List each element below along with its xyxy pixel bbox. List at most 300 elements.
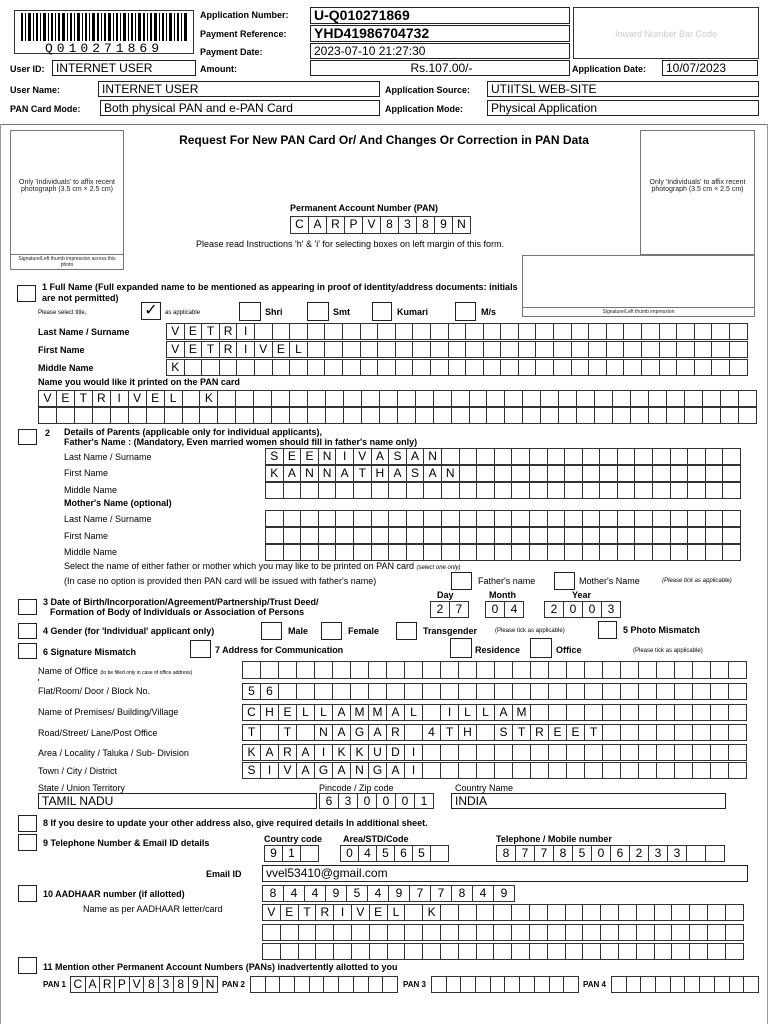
title-kumari-checkbox[interactable]	[372, 302, 392, 321]
char-cell[interactable]: V	[167, 324, 185, 339]
char-cell[interactable]	[572, 342, 590, 357]
char-cell[interactable]	[255, 360, 273, 375]
char-cell[interactable]: A	[333, 763, 351, 778]
char-cell[interactable]: E	[279, 705, 297, 720]
s3-checkbox[interactable]	[18, 599, 37, 615]
char-cell[interactable]	[378, 324, 396, 339]
char-cell[interactable]: S	[243, 763, 261, 778]
char-cell[interactable]	[442, 483, 460, 498]
char-cell[interactable]	[407, 483, 425, 498]
char-cell[interactable]	[657, 725, 675, 740]
char-cell[interactable]	[637, 944, 655, 959]
char-cell[interactable]: N	[442, 466, 460, 481]
char-cell[interactable]: N	[319, 449, 337, 464]
char-cell[interactable]	[354, 528, 372, 543]
char-cell[interactable]	[607, 324, 625, 339]
office-checkbox[interactable]	[530, 638, 552, 658]
char-cell[interactable]	[541, 391, 559, 406]
char-cell[interactable]	[530, 466, 548, 481]
char-cell[interactable]: 9	[435, 217, 453, 233]
char-cell[interactable]: A	[387, 705, 405, 720]
char-cell[interactable]: T	[513, 725, 531, 740]
char-cell[interactable]	[459, 662, 477, 678]
char-cell[interactable]	[513, 763, 531, 778]
s11-checkbox[interactable]	[18, 957, 37, 974]
char-cell[interactable]	[202, 360, 220, 375]
char-cell[interactable]	[635, 449, 653, 464]
char-cell[interactable]	[559, 408, 577, 423]
char-cell[interactable]: H	[459, 725, 477, 740]
char-cell[interactable]	[712, 342, 730, 357]
char-cell[interactable]	[536, 342, 554, 357]
char-cell[interactable]	[459, 684, 477, 699]
char-cell[interactable]	[424, 528, 442, 543]
char-cell[interactable]: 5	[573, 846, 592, 861]
char-cell[interactable]	[460, 511, 478, 526]
char-cell[interactable]	[487, 391, 505, 406]
char-cell[interactable]	[459, 745, 477, 760]
char-cell[interactable]: I	[405, 745, 423, 760]
char-cell[interactable]	[730, 977, 745, 992]
char-cell[interactable]	[672, 925, 690, 940]
char-cell[interactable]	[690, 944, 708, 959]
char-cell[interactable]	[477, 684, 495, 699]
char-cell[interactable]: T	[202, 324, 220, 339]
char-cell[interactable]	[565, 466, 583, 481]
char-cell[interactable]	[261, 725, 279, 740]
char-cell[interactable]	[726, 905, 744, 920]
char-cell[interactable]	[693, 684, 711, 699]
char-cell[interactable]	[405, 905, 423, 920]
char-cell[interactable]	[477, 483, 495, 498]
char-cell[interactable]	[423, 662, 441, 678]
char-cell[interactable]	[675, 725, 693, 740]
char-cell[interactable]	[548, 545, 566, 560]
char-cell[interactable]	[290, 360, 308, 375]
char-cell[interactable]	[671, 977, 686, 992]
char-cell[interactable]	[712, 360, 730, 375]
char-cell[interactable]	[600, 466, 618, 481]
char-cell[interactable]	[431, 360, 449, 375]
char-cell[interactable]	[566, 944, 584, 959]
char-cell[interactable]	[639, 662, 657, 678]
char-cell[interactable]	[549, 745, 567, 760]
char-cell[interactable]	[619, 925, 637, 940]
char-cell[interactable]	[695, 324, 713, 339]
char-cell[interactable]	[512, 545, 530, 560]
char-cell[interactable]	[583, 925, 601, 940]
char-cell[interactable]	[589, 360, 607, 375]
char-cell[interactable]	[607, 360, 625, 375]
char-cell[interactable]	[567, 763, 585, 778]
char-cell[interactable]	[266, 528, 284, 543]
char-cell[interactable]: 2	[545, 602, 564, 617]
char-cell[interactable]: 2	[431, 602, 450, 617]
char-cell[interactable]	[565, 483, 583, 498]
char-cell[interactable]	[712, 324, 730, 339]
char-cell[interactable]	[301, 528, 319, 543]
char-cell[interactable]	[477, 545, 495, 560]
char-cell[interactable]	[254, 391, 272, 406]
char-cell[interactable]: U	[369, 745, 387, 760]
char-cell[interactable]	[460, 449, 478, 464]
char-cell[interactable]	[559, 391, 577, 406]
char-cell[interactable]: L	[165, 391, 183, 406]
char-cell[interactable]	[595, 408, 613, 423]
char-cell[interactable]: N	[351, 763, 369, 778]
char-cell[interactable]	[585, 684, 603, 699]
char-cell[interactable]: L	[477, 705, 495, 720]
char-cell[interactable]	[423, 745, 441, 760]
char-cell[interactable]: G	[315, 763, 333, 778]
char-cell[interactable]	[380, 391, 398, 406]
char-cell[interactable]	[672, 944, 690, 959]
char-cell[interactable]	[452, 408, 470, 423]
char-cell[interactable]	[495, 483, 513, 498]
char-cell[interactable]: V	[363, 217, 381, 233]
char-cell[interactable]	[655, 925, 673, 940]
char-cell[interactable]: 4	[284, 886, 305, 901]
char-cell[interactable]	[585, 745, 603, 760]
char-cell[interactable]	[690, 925, 708, 940]
char-cell[interactable]	[711, 763, 729, 778]
char-cell[interactable]	[383, 977, 398, 992]
char-cell[interactable]: 6	[261, 684, 279, 699]
char-cell[interactable]	[354, 977, 369, 992]
char-cell[interactable]	[541, 408, 559, 423]
char-cell[interactable]: E	[273, 342, 291, 357]
char-cell[interactable]: R	[316, 905, 334, 920]
char-cell[interactable]	[655, 905, 673, 920]
char-cell[interactable]: E	[567, 725, 585, 740]
char-cell[interactable]	[635, 528, 653, 543]
char-cell[interactable]: A	[261, 745, 279, 760]
char-cell[interactable]	[530, 449, 548, 464]
char-cell[interactable]: A	[284, 466, 302, 481]
char-cell[interactable]	[531, 763, 549, 778]
char-cell[interactable]	[657, 705, 675, 720]
char-cell[interactable]	[649, 391, 667, 406]
char-cell[interactable]	[251, 977, 266, 992]
char-cell[interactable]	[688, 528, 706, 543]
char-cell[interactable]	[301, 511, 319, 526]
char-cell[interactable]	[653, 483, 671, 498]
char-cell[interactable]: A	[309, 217, 327, 233]
char-cell[interactable]: 7	[431, 886, 452, 901]
char-cell[interactable]	[254, 408, 272, 423]
char-cell[interactable]	[567, 745, 585, 760]
s4-checkbox[interactable]	[18, 623, 37, 639]
char-cell[interactable]	[703, 391, 721, 406]
char-cell[interactable]	[93, 408, 111, 423]
char-cell[interactable]	[583, 905, 601, 920]
char-cell[interactable]	[477, 905, 495, 920]
char-cell[interactable]	[624, 342, 642, 357]
char-cell[interactable]: I	[315, 745, 333, 760]
char-cell[interactable]: K	[333, 745, 351, 760]
char-cell[interactable]	[565, 528, 583, 543]
char-cell[interactable]	[343, 324, 361, 339]
char-cell[interactable]	[730, 324, 748, 339]
char-cell[interactable]	[531, 662, 549, 678]
char-cell[interactable]	[600, 483, 618, 498]
char-cell[interactable]	[548, 925, 566, 940]
char-cell[interactable]	[295, 977, 310, 992]
char-cell[interactable]	[729, 763, 747, 778]
char-cell[interactable]: C	[291, 217, 309, 233]
char-cell[interactable]	[642, 360, 660, 375]
char-cell[interactable]	[466, 360, 484, 375]
char-cell[interactable]	[477, 511, 495, 526]
mother-opt-checkbox[interactable]	[554, 572, 575, 590]
char-cell[interactable]	[111, 408, 129, 423]
char-cell[interactable]	[554, 360, 572, 375]
char-cell[interactable]	[441, 944, 459, 959]
char-cell[interactable]	[495, 449, 513, 464]
char-cell[interactable]	[600, 511, 618, 526]
char-cell[interactable]	[577, 391, 595, 406]
char-cell[interactable]	[413, 360, 431, 375]
char-cell[interactable]	[653, 511, 671, 526]
char-cell[interactable]	[494, 905, 512, 920]
char-cell[interactable]	[477, 528, 495, 543]
char-cell[interactable]	[523, 391, 541, 406]
char-cell[interactable]	[530, 944, 548, 959]
char-cell[interactable]	[671, 466, 689, 481]
char-cell[interactable]	[639, 725, 657, 740]
char-cell[interactable]	[703, 408, 721, 423]
char-cell[interactable]	[603, 684, 621, 699]
char-cell[interactable]: 6	[320, 794, 339, 808]
char-cell[interactable]: 4	[505, 602, 524, 617]
char-cell[interactable]: T	[441, 725, 459, 740]
char-cell[interactable]	[706, 483, 724, 498]
char-cell[interactable]	[261, 662, 279, 678]
char-cell[interactable]	[284, 545, 302, 560]
char-cell[interactable]	[744, 977, 759, 992]
char-cell[interactable]	[380, 408, 398, 423]
char-cell[interactable]	[536, 324, 554, 339]
char-cell[interactable]	[477, 725, 495, 740]
char-cell[interactable]: 3	[159, 977, 174, 992]
char-cell[interactable]	[39, 408, 57, 423]
char-cell[interactable]	[326, 391, 344, 406]
char-cell[interactable]	[351, 662, 369, 678]
char-cell[interactable]: L	[459, 705, 477, 720]
char-cell[interactable]	[407, 511, 425, 526]
char-cell[interactable]	[477, 662, 495, 678]
char-cell[interactable]	[530, 511, 548, 526]
char-cell[interactable]	[618, 528, 636, 543]
char-cell[interactable]: E	[549, 725, 567, 740]
char-cell[interactable]: V	[354, 449, 372, 464]
char-cell[interactable]	[565, 511, 583, 526]
char-cell[interactable]: 5	[243, 684, 261, 699]
char-cell[interactable]	[512, 483, 530, 498]
char-cell[interactable]	[308, 342, 326, 357]
char-cell[interactable]: A	[333, 725, 351, 740]
char-cell[interactable]	[494, 925, 512, 940]
char-cell[interactable]	[627, 977, 642, 992]
char-cell[interactable]	[708, 905, 726, 920]
char-cell[interactable]	[635, 466, 653, 481]
char-cell[interactable]	[513, 745, 531, 760]
char-cell[interactable]	[512, 905, 530, 920]
char-cell[interactable]	[316, 944, 334, 959]
char-cell[interactable]: A	[372, 449, 390, 464]
char-cell[interactable]	[693, 662, 711, 678]
char-cell[interactable]	[653, 528, 671, 543]
char-cell[interactable]	[407, 545, 425, 560]
char-cell[interactable]	[595, 391, 613, 406]
char-cell[interactable]	[263, 925, 281, 940]
char-cell[interactable]	[218, 408, 236, 423]
char-cell[interactable]	[721, 391, 739, 406]
char-cell[interactable]: N	[203, 977, 218, 992]
char-cell[interactable]	[531, 684, 549, 699]
char-cell[interactable]	[708, 925, 726, 940]
char-cell[interactable]	[505, 408, 523, 423]
char-cell[interactable]	[336, 511, 354, 526]
char-cell[interactable]	[266, 545, 284, 560]
char-cell[interactable]	[484, 360, 502, 375]
char-cell[interactable]	[272, 391, 290, 406]
char-cell[interactable]	[635, 483, 653, 498]
char-cell[interactable]	[441, 662, 459, 678]
char-cell[interactable]: 9	[389, 886, 410, 901]
char-cell[interactable]: I	[441, 705, 459, 720]
char-cell[interactable]	[389, 545, 407, 560]
char-cell[interactable]: L	[315, 705, 333, 720]
char-cell[interactable]	[461, 977, 476, 992]
char-cell[interactable]: M	[351, 705, 369, 720]
char-cell[interactable]	[548, 466, 566, 481]
address-comm-checkbox[interactable]	[190, 640, 211, 658]
char-cell[interactable]	[531, 745, 549, 760]
char-cell[interactable]	[667, 408, 685, 423]
char-cell[interactable]: 1	[283, 846, 301, 861]
char-cell[interactable]	[413, 324, 431, 339]
char-cell[interactable]	[279, 684, 297, 699]
char-cell[interactable]	[352, 925, 370, 940]
char-cell[interactable]: M	[369, 705, 387, 720]
char-cell[interactable]: R	[100, 977, 115, 992]
char-cell[interactable]	[655, 944, 673, 959]
char-cell[interactable]: K	[167, 360, 185, 375]
char-cell[interactable]	[423, 705, 441, 720]
char-cell[interactable]: 4	[368, 886, 389, 901]
char-cell[interactable]	[284, 528, 302, 543]
char-cell[interactable]	[441, 745, 459, 760]
char-cell[interactable]	[671, 528, 689, 543]
char-cell[interactable]	[624, 324, 642, 339]
char-cell[interactable]: 4	[305, 886, 326, 901]
char-cell[interactable]: 0	[396, 794, 415, 808]
char-cell[interactable]	[441, 684, 459, 699]
char-cell[interactable]	[675, 684, 693, 699]
char-cell[interactable]	[548, 483, 566, 498]
char-cell[interactable]	[693, 705, 711, 720]
char-cell[interactable]: 8	[174, 977, 189, 992]
char-cell[interactable]	[621, 725, 639, 740]
char-cell[interactable]	[266, 511, 284, 526]
char-cell[interactable]	[519, 342, 537, 357]
char-cell[interactable]	[281, 925, 299, 940]
char-cell[interactable]	[387, 684, 405, 699]
char-cell[interactable]	[354, 483, 372, 498]
char-cell[interactable]	[460, 483, 478, 498]
char-cell[interactable]	[280, 977, 295, 992]
char-cell[interactable]	[237, 360, 255, 375]
char-cell[interactable]	[413, 342, 431, 357]
char-cell[interactable]: G	[369, 763, 387, 778]
char-cell[interactable]: L	[290, 342, 308, 357]
char-cell[interactable]	[548, 944, 566, 959]
char-cell[interactable]	[631, 391, 649, 406]
char-cell[interactable]: K	[423, 905, 441, 920]
char-cell[interactable]	[723, 545, 741, 560]
char-cell[interactable]	[726, 925, 744, 940]
char-cell[interactable]: V	[352, 905, 370, 920]
char-cell[interactable]	[423, 763, 441, 778]
char-cell[interactable]	[351, 684, 369, 699]
char-cell[interactable]	[583, 449, 601, 464]
char-cell[interactable]	[566, 905, 584, 920]
char-cell[interactable]	[635, 545, 653, 560]
char-cell[interactable]	[642, 324, 660, 339]
char-cell[interactable]	[477, 944, 495, 959]
char-cell[interactable]	[739, 391, 757, 406]
char-cell[interactable]	[405, 925, 423, 940]
char-cell[interactable]	[706, 528, 724, 543]
char-cell[interactable]: H	[261, 705, 279, 720]
char-cell[interactable]	[319, 545, 337, 560]
char-cell[interactable]	[369, 684, 387, 699]
s1-checkbox[interactable]	[17, 285, 36, 302]
title-check-mark[interactable]: ✓	[141, 302, 161, 320]
char-cell[interactable]: 8	[263, 886, 284, 901]
char-cell[interactable]	[601, 925, 619, 940]
char-cell[interactable]	[424, 545, 442, 560]
char-cell[interactable]	[567, 662, 585, 678]
char-cell[interactable]: A	[297, 745, 315, 760]
char-cell[interactable]	[618, 449, 636, 464]
char-cell[interactable]	[185, 360, 203, 375]
char-cell[interactable]	[519, 360, 537, 375]
char-cell[interactable]: E	[185, 324, 203, 339]
char-cell[interactable]	[129, 408, 147, 423]
char-cell[interactable]	[656, 977, 671, 992]
char-cell[interactable]	[297, 662, 315, 678]
char-cell[interactable]: 5	[377, 846, 395, 861]
char-cell[interactable]: 8	[452, 886, 473, 901]
char-cell[interactable]: R	[531, 725, 549, 740]
char-cell[interactable]	[459, 763, 477, 778]
char-cell[interactable]	[711, 745, 729, 760]
char-cell[interactable]	[535, 977, 550, 992]
char-cell[interactable]	[711, 684, 729, 699]
char-cell[interactable]	[372, 483, 390, 498]
char-cell[interactable]	[671, 511, 689, 526]
char-cell[interactable]	[653, 466, 671, 481]
char-cell[interactable]	[675, 745, 693, 760]
char-cell[interactable]	[297, 684, 315, 699]
char-cell[interactable]	[660, 360, 678, 375]
char-cell[interactable]	[550, 977, 565, 992]
char-cell[interactable]	[431, 342, 449, 357]
char-cell[interactable]	[460, 545, 478, 560]
char-cell[interactable]	[284, 511, 302, 526]
